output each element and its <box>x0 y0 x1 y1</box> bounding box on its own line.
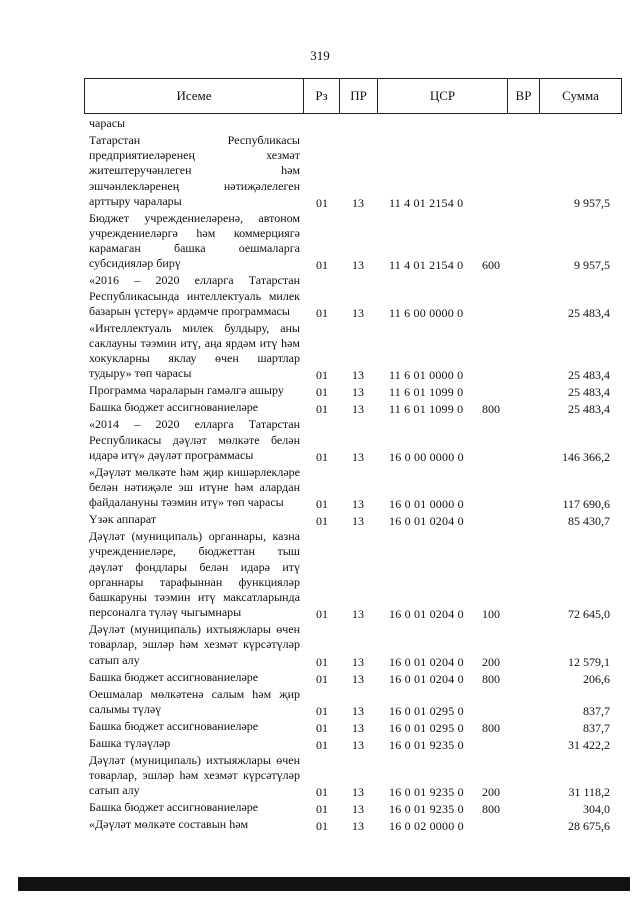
row-sum: 85 430,7 <box>568 514 610 529</box>
row-csr: 16 0 01 0204 0 <box>389 654 464 669</box>
row-name-line: саклауны тәэмин итү, аңа ярдәм итү һәм <box>89 335 300 350</box>
row-name-line: Үзәк аппарат <box>89 512 157 527</box>
row-csr: 16 0 01 9235 0 <box>389 785 464 800</box>
row-name-line: Башка түләүләр <box>89 735 171 750</box>
row-sum: 9 957,5 <box>574 195 610 210</box>
table-row <box>0 736 640 753</box>
row-sum: 25 483,4 <box>568 305 610 320</box>
row-sum: 206,6 <box>583 671 610 686</box>
row-pr: 13 <box>352 497 364 512</box>
row-csr: 16 0 01 0204 0 <box>389 607 464 622</box>
page-number: 319 <box>310 48 330 63</box>
row-name-line: тудыру» төп чарасы <box>89 366 192 381</box>
row-name-line: идарә итү» дәүләт программасы <box>89 447 254 462</box>
row-name <box>89 465 300 511</box>
row-csr: 11 4 01 2154 0 <box>389 195 464 210</box>
row-name-line: Дәүләт (муниципаль) органнары, казна <box>89 529 300 544</box>
row-name <box>89 400 300 415</box>
row-rz: 01 <box>316 654 328 669</box>
row-name <box>89 211 300 272</box>
row-sum: 146 366,2 <box>562 449 610 464</box>
row-name-line: белән нәтиҗәле эш итүне һәм алардан <box>89 479 300 494</box>
row-name-line: товарлар, эшләр һәм хезмәт күрсәтүләр <box>89 767 300 782</box>
row-name-line: персоналга түләү чыгымнары <box>89 605 242 620</box>
row-sum: 25 483,4 <box>568 402 610 417</box>
row-sum: 837,7 <box>583 703 610 718</box>
row-name <box>89 529 300 620</box>
table-row <box>0 400 640 417</box>
row-rz: 01 <box>316 819 328 834</box>
row-sum: 25 483,4 <box>568 385 610 400</box>
row-rz: 01 <box>316 368 328 383</box>
row-sum: 12 579,1 <box>568 654 610 669</box>
row-pr: 13 <box>352 802 364 817</box>
row-csr: 11 6 01 0000 0 <box>389 368 464 383</box>
row-name-line: «Интеллектуаль милек булдыру, аны <box>89 320 300 335</box>
row-sum: 72 645,0 <box>568 607 610 622</box>
row-name-line: Башка бюджет ассигнованиеләре <box>89 400 259 415</box>
table-row <box>0 417 640 464</box>
row-sum: 28 675,6 <box>568 819 610 834</box>
row-name-line: Республикасында интеллектуаль милек <box>89 288 300 303</box>
row-name-line: Дәүләт (муниципаль) ихтыяжлары өчен <box>89 752 300 767</box>
row-csr: 16 0 02 0000 0 <box>389 819 464 834</box>
row-vr: 800 <box>482 402 500 417</box>
row-name-line: башкаруны тәэмин итү максатларында <box>89 589 300 604</box>
row-name <box>89 133 300 209</box>
row-rz: 01 <box>316 802 328 817</box>
row-name-line: Башка бюджет ассигнованиеләре <box>89 669 259 684</box>
row-pr: 13 <box>352 514 364 529</box>
row-name-line: житештеручәнлеген һәм <box>89 163 300 178</box>
row-pr: 13 <box>352 385 364 400</box>
row-csr: 16 0 01 0295 0 <box>389 703 464 718</box>
row-name <box>89 753 300 799</box>
header-rz: Рз <box>303 79 339 113</box>
row-pr: 13 <box>352 368 364 383</box>
row-pr: 13 <box>352 195 364 210</box>
row-rz: 01 <box>316 720 328 735</box>
row-name-line: Башка бюджет ассигнованиеләре <box>89 800 259 815</box>
row-name-line: «Дәүләт мөлкәте составын һәм <box>89 817 249 832</box>
row-sum: 117 690,6 <box>562 497 610 512</box>
header-name: Исеме <box>176 88 212 103</box>
row-name-line: Дәүләт (муниципаль) ихтыяжлары өчен <box>89 622 300 637</box>
row-csr: 11 6 00 0000 0 <box>389 305 464 320</box>
scan-border <box>18 877 630 891</box>
row-name <box>89 800 300 815</box>
row-pr: 13 <box>352 819 364 834</box>
table-row <box>0 753 640 800</box>
row-vr: 800 <box>482 720 500 735</box>
row-vr: 200 <box>482 654 500 669</box>
row-sum: 31 118,2 <box>568 785 610 800</box>
row-name-line: эшчәнлекләренең нәтиҗәлелеген <box>89 178 300 193</box>
row-name-line: сатып алу <box>89 652 140 667</box>
row-pr: 13 <box>352 703 364 718</box>
row-vr: 600 <box>482 258 500 273</box>
row-rz: 01 <box>316 497 328 512</box>
row-csr: 16 0 01 9235 0 <box>389 802 464 817</box>
row-name-line: Оешмалар мөлкәтенә салым һәм җир <box>89 686 300 701</box>
row-pr: 13 <box>352 402 364 417</box>
header-vr: ВР <box>507 79 539 113</box>
row-csr: 11 6 01 1099 0 <box>389 385 464 400</box>
row-name-line: Башка бюджет ассигнованиеләре <box>89 718 259 733</box>
row-vr: 800 <box>482 802 500 817</box>
row-name-line: Программа чараларын гамәлгә ашыру <box>89 383 284 398</box>
row-csr: 16 0 01 0204 0 <box>389 514 464 529</box>
row-name-line: «Дәүләт мөлкәте һәм җир кишәрлекләре <box>89 464 300 479</box>
row-name-line: карамаган башка оешмаларга <box>89 241 300 256</box>
row-pr: 13 <box>352 785 364 800</box>
row-name-line: «2014 – 2020 елларга Татарстан <box>89 417 300 432</box>
row-rz: 01 <box>316 703 328 718</box>
row-name-line: файдалануны тәэмин итү» төп чарасы <box>89 495 284 510</box>
row-name-line: салымы түләү <box>89 701 162 716</box>
table-row <box>0 133 640 211</box>
row-csr: 16 0 01 9235 0 <box>389 737 464 752</box>
table-row <box>0 687 640 719</box>
row-pr: 13 <box>352 654 364 669</box>
table-row <box>0 273 640 320</box>
header-csr: ЦСР <box>377 79 507 113</box>
row-pr: 13 <box>352 607 364 622</box>
row-rz: 01 <box>316 385 328 400</box>
row-name-line: органнары тарафыннан функцияләр <box>89 574 300 589</box>
row-rz: 01 <box>316 737 328 752</box>
row-name-line: товарлар, эшләр һәм хезмәт күрсәтүләр <box>89 637 300 652</box>
row-name <box>89 719 300 734</box>
table-row <box>0 116 640 133</box>
row-rz: 01 <box>316 449 328 464</box>
row-rz: 01 <box>316 607 328 622</box>
row-pr: 13 <box>352 258 364 273</box>
row-name-line: базарын үстерү» ардәмче программасы <box>89 303 290 318</box>
row-name <box>89 383 300 398</box>
header-pr: ПР <box>339 79 377 113</box>
row-sum: 31 422,2 <box>568 737 610 752</box>
row-name-line: учреждениеләре, бюджеттан тыш <box>89 544 300 559</box>
row-pr: 13 <box>352 671 364 686</box>
row-pr: 13 <box>352 305 364 320</box>
row-csr: 16 0 01 0000 0 <box>389 497 464 512</box>
row-csr: 11 6 01 1099 0 <box>389 402 464 417</box>
row-name-line: дәүләт фондлары белән идарә итү <box>89 559 300 574</box>
row-name-line: арттыру чаралары <box>89 193 182 208</box>
row-name <box>89 817 300 832</box>
row-rz: 01 <box>316 402 328 417</box>
table-row <box>0 383 640 400</box>
row-pr: 13 <box>352 720 364 735</box>
row-name <box>89 622 300 668</box>
row-sum: 9 957,5 <box>574 258 610 273</box>
row-name <box>89 736 300 751</box>
row-name <box>89 273 300 319</box>
table-row <box>0 529 640 622</box>
row-rz: 01 <box>316 514 328 529</box>
row-vr: 800 <box>482 671 500 686</box>
table-row <box>0 465 640 512</box>
table-body <box>0 116 640 834</box>
row-name-line: чарасы <box>89 116 126 130</box>
row-rz: 01 <box>316 671 328 686</box>
row-csr: 11 4 01 2154 0 <box>389 258 464 273</box>
row-name <box>89 512 300 527</box>
row-csr: 16 0 00 0000 0 <box>389 449 464 464</box>
row-name-line: «2016 – 2020 елларга Татарстан <box>89 273 300 288</box>
table-row <box>0 321 640 384</box>
row-pr: 13 <box>352 737 364 752</box>
table-header <box>84 78 622 114</box>
table-row <box>0 512 640 529</box>
row-name <box>89 116 300 131</box>
row-name <box>89 687 300 717</box>
row-name-line: учреждениеләргә һәм коммерциягә <box>89 226 300 240</box>
row-name-line: Республикасы дәүләт мөлкәте белән <box>89 432 300 447</box>
row-name-line: сатып алу <box>89 783 140 798</box>
row-name <box>89 670 300 685</box>
row-rz: 01 <box>316 305 328 320</box>
row-csr: 16 0 01 0295 0 <box>389 720 464 735</box>
row-rz: 01 <box>316 258 328 273</box>
row-name-line: хокукларны яклау өчен шартлар <box>89 351 300 366</box>
row-rz: 01 <box>316 785 328 800</box>
row-name-line: Татарстан Республикасы <box>89 133 300 147</box>
table-row <box>0 622 640 669</box>
row-sum: 25 483,4 <box>568 368 610 383</box>
row-vr: 200 <box>482 785 500 800</box>
row-pr: 13 <box>352 449 364 464</box>
row-sum: 304,0 <box>583 802 610 817</box>
row-vr: 100 <box>482 607 500 622</box>
table-row <box>0 817 640 834</box>
table-row <box>0 719 640 736</box>
row-name-line: предприятиеләренең хезмәт <box>89 148 300 163</box>
row-sum: 837,7 <box>583 720 610 735</box>
header-sum: Сумма <box>539 79 621 113</box>
row-name <box>89 417 300 463</box>
row-csr: 16 0 01 0204 0 <box>389 671 464 686</box>
table-row <box>0 211 640 274</box>
row-name-line: субсидияләр бирү <box>89 256 181 271</box>
row-name-line: Бюджет учреждениеләренә, автоном <box>89 210 300 225</box>
table-row <box>0 800 640 817</box>
row-name <box>89 321 300 382</box>
row-rz: 01 <box>316 195 328 210</box>
table-row <box>0 670 640 687</box>
